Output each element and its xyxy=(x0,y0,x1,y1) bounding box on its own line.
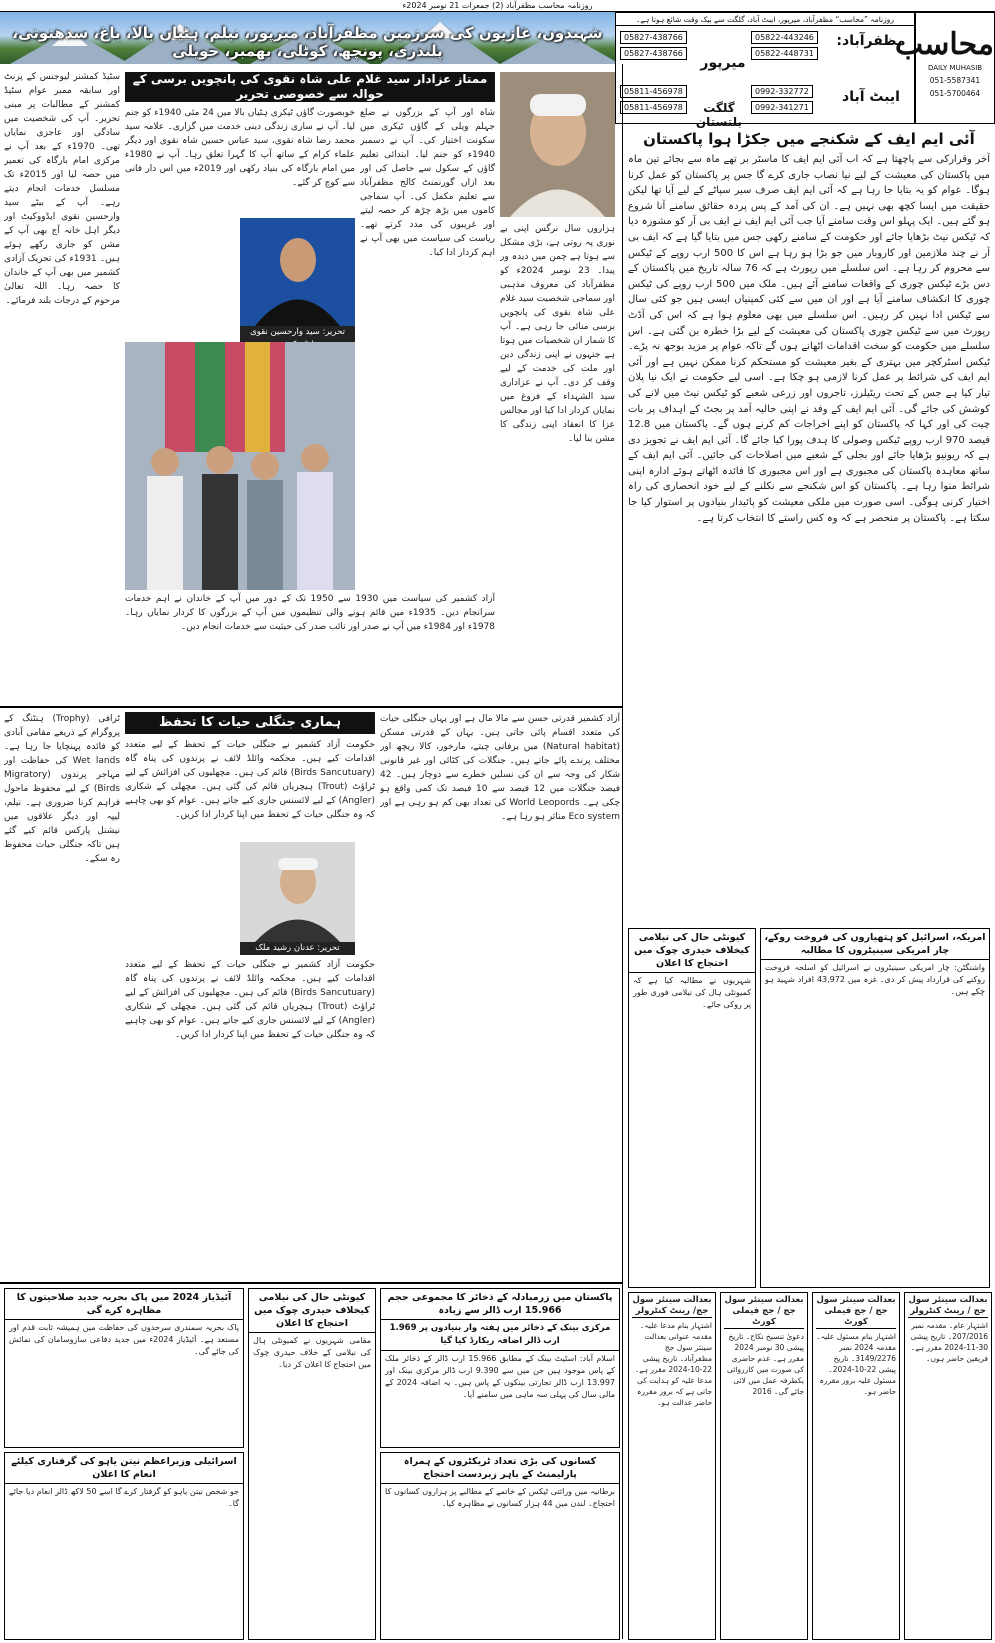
phone-muz2: 05822-448731 xyxy=(751,47,818,60)
story-farmers-body: برطانیہ میں وراثتی ٹیکس کے خاتمے کے مطالبے پر ہزاروں کسانوں کا احتجاج۔ لندن میں 44 ہزار کسانوں نے مظاہرہ کیا۔ xyxy=(385,1487,615,1508)
feature-col-right: ہزاروں سال نرگس اپنی بے نوری پہ روتی ہے، بڑی مشکل سے ہوتا ہے چمن میں دیدہ ور پیدا۔ 23 نومبر 2024ء کو مظفرآباد کی معروف مذہبی اور سماجی شخصیت سید غلام علی شاہ نقوی کی پانچویں برسی منائی جا رہی ہے۔ آپ کا شمار ان شخصیات میں ہوتا ہے جنہوں نے اپنی زندگی دین اور ملت کی خدمت کے لیے وقف کر دی۔ آپ نے عزاداری سید الشہداء کے فروغ میں نمایاں کردار ادا کیا اور مجالس عزا کا انعقاد اپنی زندگی کا مشن بنا لیا۔ xyxy=(500,224,615,444)
feature-col-bottom: آزاد کشمیر کی سیاست میں 1930 سے 1950 تک کے دور میں آپ کے خاندان نے اہم خدمات سرانجام دیں۔ 1935ء میں قائم ہونے والی تنظیموں میں آپ کے بزرگوں کا کردار نمایاں رہا۔ 1978ء اور 1984ء میں آپ نے صدر اور نائب صدر کی حیثیت سے خدمات انجام دیں۔ xyxy=(125,594,495,632)
wildlife-col-b2: حکومت آزاد کشمیر نے جنگلی حیات کے تحفظ کے لیے متعدد اقدامات کیے ہیں۔ محکمہ وائلڈ لائف نے پرندوں کی پناہ گاہ (Birds Sancutuary) قائم کی ہیں۔ مچھلیوں کی افزائش کے لیے ٹراؤٹ (Trout) ہیچریاں قائم کی گئی ہیں۔ مچھلی کے شکاری (Angler) کے لیے لائسنس جاری کیے جاتے ہیں۔ عوام کو بھی چاہیے کہ وہ جنگلی حیات کے تحفظ میں اپنا کردار ادا کریں۔ xyxy=(125,960,375,1040)
story-community-hall xyxy=(248,1288,376,1640)
banner-text: شہیدوں، غازیوں کی سرزمین مظفرآباد، میرپور، نیلم، ہٹیاں بالا، باغ، سدھنوتی، پلندری، پونچھ، کوٹلی، بھمبر، حویلی xyxy=(12,24,603,60)
story-navy-body: پاک بحریہ سمندری سرحدوں کی حفاظت میں ہمیشہ ثابت قدم اور مستعد ہے۔ آئیڈیاز 2024ء میں جدید دفاعی سازوسامان کی نمائش کی جائے گی۔ xyxy=(9,1323,239,1356)
wildlife-author-icon xyxy=(240,842,355,942)
wildlife-headline: ہماری جنگلی حیات کا تحفظ xyxy=(125,712,375,734)
city-abbottabad: ایبٹ آباد xyxy=(842,89,900,105)
dateline: روزنامہ محاسب مظفرآباد (2) جمعرات 21 نومبر 2024ء xyxy=(0,0,995,12)
story-community-headline: کیونٹی حال کی نیلامی کیخلاف حیدری چوک میں احتجاج کا اعلان xyxy=(249,1289,375,1333)
editorial-headline: آئی ایم ایف کے شکنجے میں جکڑا ہوا پاکستان xyxy=(643,130,975,148)
wildlife-col-c: ٹرافی (Trophy) ہنٹنگ کے پروگرام کے ذریعے مقامی آبادی کو فائدہ پہنچایا جا رہا ہے۔ Wet lands کی حفاظت اور مہاجر پرندوں (Migratory Birds) کے لیے محفوظ ماحول فراہم کرنا ضروری ہے۔ نیلم، لیپہ اور دیگر علاقوں میں نیشنل پارکس قائم کیے گئے ہیں تاکہ جنگلی حیات محفوظ رہ سکے۔ xyxy=(4,714,120,864)
column-rule xyxy=(622,64,623,1639)
wildlife-col-a: آزاد کشمیر قدرتی حسن سے مالا مال ہے اور یہاں جنگلی حیات کی متعدد اقسام پائی جاتی ہیں۔ یہاں کے قدرتی مسکن (Natural habitat) میں برفانی چیتے، مارخور، کالا ریچھ اور مختلف پرندے پائے جاتے ہیں۔ جنگلات کی کٹائی اور غیر قانونی شکار کی وجہ سے ان کی نسلیں خطرے سے دوچار ہیں۔ 42 فیصد جنگلات میں 12 فیصد سے 10 فیصد تک کمی واقع ہو چکی ہے۔ World Leopords کی تعداد بھی کم ہو رہی ہے اور Eco system متاثر ہو رہا ہے۔ xyxy=(380,714,620,822)
wildlife-author-photo xyxy=(240,842,355,942)
notice-3-heading: بعدالت سینئر سول جج / جج فیملی کورٹ xyxy=(816,1295,896,1327)
story-community-body: مقامی شہریوں نے کمیونٹی ہال کی نیلامی کے خلاف حیدری چوک میں احتجاج کا اعلان کر دیا۔ xyxy=(253,1336,371,1369)
phone-gil1: 05811-456978 xyxy=(620,85,687,98)
story-netanyahu xyxy=(4,1452,244,1640)
section-rule-bottom xyxy=(0,1282,622,1284)
story-navy xyxy=(4,1288,244,1448)
story-reserves-subhead: مرکزی بینک کے ذخائر میں ہفتہ وار بنیادوں پر 1.969 ارب ڈالر اضافہ ریکارڈ کیا گیا xyxy=(381,1320,619,1351)
notice-4-heading: بعدالت سینئر سول جج / رینٹ کنٹرولر xyxy=(908,1295,988,1316)
logo-text: محاسب xyxy=(894,27,994,62)
author-portrait-icon xyxy=(240,218,355,326)
group-photo-icon xyxy=(125,342,355,590)
notice-1-heading: بعدالت سینئر سول جج/ رینٹ کنٹرولر xyxy=(632,1295,712,1316)
far-left-body: سٹیڈ کمشنر لیوجنس کے پرنٹ اور سابقہ ممبر عوام سٹیڈ کمشنر کے مطالبات پر مبنی تحریر۔ آپ کی شخصیت میں سادگی اور عاجزی نمایاں تھی۔ 1970ء کے بعد آپ نے مرکزی امام بارگاہ کی تعمیر میں حصہ لیا اور 2015ء تک مسلسل خدمات انجام دیتے رہے۔ آپ کے بیٹے سید وارحسین نقوی ایڈووکیٹ اور دیگر اہل خانہ آج بھی آپ کے مشن کو جاری رکھے ہوئے ہیں۔ 1931ء کی تحریک آزادی کشمیر میں بھی آپ کے خاندان کا حصہ رہا۔ اللہ تعالیٰ مرحوم کے درجات بلند فرمائے۔ xyxy=(4,72,120,306)
notice-1-text: اشتہار بنام مدعا علیہ۔ مقدمہ عنوانی بعدالت سینئر سول جج مظفرآباد۔ تاریخ پیشی 22-10-2024 مقرر ہے۔ مدعا علیہ کو ہدایت کی جاتی ہے کہ بروز مقررہ حاضر عدالت ہو۔ xyxy=(634,1321,712,1407)
logo-phone-1: 051-5587341 xyxy=(929,76,981,85)
notice-2-text: دعویٰ تنسیخ نکاح۔ تاریخ پیشی 30 نومبر 2024 مقرر ہے۔ عدم حاضری کی صورت میں کارروائی یکطرفہ عمل میں لائی جائے گی۔ 2016 xyxy=(726,1332,804,1396)
masthead-banner xyxy=(0,12,615,64)
phone-mir2: 05827-438766 xyxy=(620,47,687,60)
us-senators-headline: امریکہ، اسرائیل کو ہتھیاروں کی فروخت روکے، چار امریکی سینیٹروں کا مطالبہ xyxy=(761,929,989,960)
notice-1 xyxy=(628,1292,716,1640)
wildlife-col-b: حکومت آزاد کشمیر نے جنگلی حیات کے تحفظ کے لیے متعدد اقدامات کیے ہیں۔ محکمہ وائلڈ لائف نے پرندوں کی پناہ گاہ (Birds Sancutuary) قائم کی ہیں۔ مچھلیوں کی افزائش کے لیے ٹراؤٹ (Trout) ہیچریاں قائم کی گئی ہیں۔ مچھلی کے شکاری (Angler) کے لیے لائسنس جاری کیے جاتے ہیں۔ عوام کو بھی چاہیے کہ وہ جنگلی حیات کے تحفظ میں اپنا کردار ادا کریں۔ xyxy=(125,740,375,820)
story-reserves xyxy=(380,1288,620,1448)
author-caption: تحریر: سید وارحسین نقوی xyxy=(240,326,355,352)
community-hall-2-headline: کیونٹی حال کی نیلامی کیخلاف حیدری چوک میں احتجاج کا اعلان xyxy=(629,929,755,973)
group-photo xyxy=(125,342,355,590)
contact-panel xyxy=(615,12,915,129)
section-rule xyxy=(0,706,622,708)
wildlife-author-caption: تحریر: عدنان رشید ملک xyxy=(240,942,355,955)
city-muzaffarabad: مظفرآباد: xyxy=(836,33,906,49)
portrait-photo xyxy=(500,72,615,217)
us-senators-body: واشنگٹن: چار امریکی سینیٹروں نے اسرائیل کو اسلحہ فروخت روکنے کی قرارداد پیش کر دی۔ غزہ میں 43,972 افراد شہید ہو چکے ہیں۔ xyxy=(765,963,985,996)
notice-3-text: اشتہار بنام مسئول علیہ۔ مقدمہ 2024 نمبر 3149/2276۔ تاریخ پیشی 22-10-2024۔ مسئول علیہ بروز مقررہ حاضر ہو۔ xyxy=(816,1332,896,1396)
newspaper-logo xyxy=(894,12,995,124)
story-reserves-body: اسلام آباد: اسٹیٹ بینک کے مطابق 15.966 ارب ڈالر کے ذخائر ملک کے پاس موجود ہیں جن میں سے 9.390 ارب ڈالر مرکزی بینک اور 13.997 ارب ڈالر تجارتی بینکوں کے پاس ہیں۔ یہ اضافہ 2024 کے مالی سال کی پہلی سہ ماہی میں سامنے آیا۔ xyxy=(385,1354,616,1399)
story-netanyahu-headline: اسرائیلی وزیراعظم نیتن یاہو کی گرفتاری کیلئے انعام کا اعلان xyxy=(5,1453,243,1484)
story-netanyahu-body: جو شخص نیتن یاہو کو گرفتار کرے گا اسے 50 لاکھ ڈالر انعام دیا جائے گا۔ xyxy=(9,1487,240,1508)
notice-3 xyxy=(812,1292,900,1640)
author-photo xyxy=(240,218,355,326)
editorial-body: آخر وقرارکی سے پاچھتا ہے کہ اب آئی ایم ایف کا ماسٹر بر تھے ماہ سے بجائے تین ماہ میں پاکستان کی معیشت کے لیے نیا نصاب جاری کرے گا جس پر پاکستان کو عمل کرنا ہوگا۔ عوام کو یہ بتایا جا رہا ہے کہ آئی ایم ایف صرف سیر سپاٹے کے لیے آیا تھا لیکن حقیقت میں ایسا کچھ بھی نہیں ہے۔ ان کی آمد کے پس پردہ حقائق سامنے آنا شروع ہو گئے ہیں۔ ایک پہلو اس وقت سامنے آیا جب آئی ایم ایف نے ایف بی آر کو مشورہ دیا کہ ٹیکس نیٹ بڑھایا جائے اور حکومت کے سامنے رکھی جس میں بتایا گیا ہے کہ ایف بی آر نے چند ملازمین اور کاروبار میں جو بڑا ہو رہا ہے اس کا 500 ارب روپے کے ٹیکس سے محروم کر رہا ہے۔ اس سلسلے میں رپورٹ ہے کہ 76 سالہ تاریخ میں پاکستان کے دس بڑے ٹیکس چوری کے واقعات سامنے آئے ہیں۔ ملک میں 500 ارب روپے کی ٹیکس چوری کا انکشاف سامنے آیا ہے اور ان میں سے کئی کمپنیاں ایسی ہیں جو کئی سال سے ٹیکس ادا نہیں کر رہیں۔ اس سلسلے میں بھی معلوم ہوا ہے کہ اس کی آڈٹ رپورٹ میں سے ٹیکس چوری پاکستان کی معیشت کے لیے بڑا خطرہ بن گئی ہے۔ اس سلسلے میں حکومت کو سخت اقدامات اٹھانے ہوں گے تاکہ عوام پر مزید بوجھ نہ پڑے۔ ٹیکس اسٹرکچر میں بہتری کے بغیر معیشت کو مستحکم کرنا ممکن نہیں ہے اور آئی ایم ایف کی شرائط پر عمل کرنا لازمی ہو چکا ہے۔ اسی لیے حکومت نے ایک نیا پلان تیار کیا ہے جس کے تحت ریٹیلرز، تاجروں اور زرعی شعبے کو ٹیکس نیٹ میں لانے کی کوشش کی جائے گی۔ آئی ایم ایف کے وفد نے اپنی حالیہ آمد پر بجٹ کے اہداف پر بات چیت کی اور کہا کہ پاکستان کو اپنے اخراجات کم کرنے ہوں گے۔ پاکستان میں 12.8 فیصد 970 ارب روپے ٹیکس وصولی کا ہدف پورا کیا جائے گا۔ آئی ایم ایف نے تجویز دی ہے کہ ریونیو بڑھایا جائے اور بجلی کے شعبے میں اصلاحات کی جائیں۔ آئی ایم ایف کے ساتھ معاہدہ پاکستان کی مجبوری ہے اور اس مجبوری کا فائدہ اٹھاتے ہوئے ادارہ اپنی شرائط منوا رہا ہے۔ پاکستان کو اس شکنجے سے نکلنے کے لیے خود انحصاری کی راہ اختیار کرنی ہوگی۔ اسی صورت میں ملکی معیشت کو پائیدار بنیادوں پر استوار کیا جا سکتا ہے۔ پاکستان پر منحصر ہے کہ وہ کس راستے کا انتخاب کرتا ہے۔ xyxy=(628,154,990,524)
notice-4 xyxy=(904,1292,992,1640)
notice-2-heading: بعدالت سینئر سول جج / جج فیملی کورٹ xyxy=(724,1295,804,1327)
phone-muz1: 05822-443246 xyxy=(751,31,818,44)
logo-subtitle: DAILY MUHASIB xyxy=(927,64,983,72)
feature-col-mid: شاہ اور آپ کے بزرگوں نے ضلع جہلم ویلی کے گاؤں ٹیکری میں سکونت اختیار کی۔ آپ نے دسمبر 1940ء کو جنم لیا۔ ابتدائی تعلیم گاؤں کے سکول سے حاصل کی اور بعد ازاں گورنمنٹ کالج مظفرآباد سے تعلیم مکمل کی۔ آپ سماجی کاموں میں بڑھ چڑھ کر حصہ لیتے اور غریبوں کی مدد کرتے تھے۔ ریاست کی سیاست میں بھی آپ نے اہم کردار ادا کیا۔ xyxy=(360,108,495,258)
city-mirpur: میرپور xyxy=(700,55,746,71)
phone-abt2: 0992-341271 xyxy=(751,101,813,114)
story-farmers xyxy=(380,1452,620,1640)
phone-mir1: 05827-438766 xyxy=(620,31,687,44)
notice-4-text: اشتہار عام۔ مقدمہ نمبر 207/2016۔ تاریخ پیشی 30-11-2024 مقرر ہے۔ فریقین حاضر ہوں۔ xyxy=(910,1321,988,1363)
city-gilgit: گلگت بلتستان xyxy=(695,101,743,129)
phone-abt1: 0992-332772 xyxy=(751,85,813,98)
story-navy-headline: آئیڈیاز 2024 میں پاک بحریہ جدید صلاحیتوں کا مظاہرہ کرے گی xyxy=(5,1289,243,1320)
publication-note: روزنامہ ”محاسب“ مظفرآباد، میرپور، ایبٹ آباد، گلگت سے بیک وقت شائع ہوتا ہے۔ xyxy=(616,13,914,26)
feature-col-left: خوبصورت گاؤں ٹیکری ہٹیاں بالا میں 24 مئی 1940ء کو جنم لیا۔ آپ نے ساری زندگی دینی خدمت میں گزاری۔ علامہ سید محمد رضا شاہ نقوی، سید عباس حسین شاہ نقوی اور دیگر علماء کرام کے ساتھ آپ کا گہرا تعلق رہا۔ آپ نے 1980ء میں امام بارگاہ کی بنیاد رکھی اور 2019ء میں اس دار فانی سے کوچ کر گئے۔ xyxy=(125,108,355,188)
notice-2 xyxy=(720,1292,808,1640)
portrait-elder-icon xyxy=(500,72,615,217)
story-community-hall-2 xyxy=(628,928,756,1288)
community-hall-2-body: شہریوں نے مطالبہ کیا ہے کہ کمیونٹی ہال کی نیلامی فوری طور پر روکی جائے۔ xyxy=(633,976,751,1009)
story-us-senators xyxy=(760,928,990,1288)
logo-phone-2: 051-5700464 xyxy=(929,89,981,98)
phone-gil2: 05811-456978 xyxy=(620,101,687,114)
story-farmers-headline: کسانوں کی بڑی تعداد ٹریکٹروں کے ہمراہ پارلیمنٹ کے باہر زبردست احتجاج xyxy=(381,1453,619,1484)
story-reserves-headline: پاکستان میں زرمبادلہ کے ذخائر کا مجموعی حجم 15.966 ارب ڈالر سے زیادہ xyxy=(381,1289,619,1320)
feature-headline: ممتاز عزادار سید غلام علی شاہ نقوی کی پانچویں برسی کے حوالہ سے خصوصی تحریر xyxy=(125,72,495,102)
